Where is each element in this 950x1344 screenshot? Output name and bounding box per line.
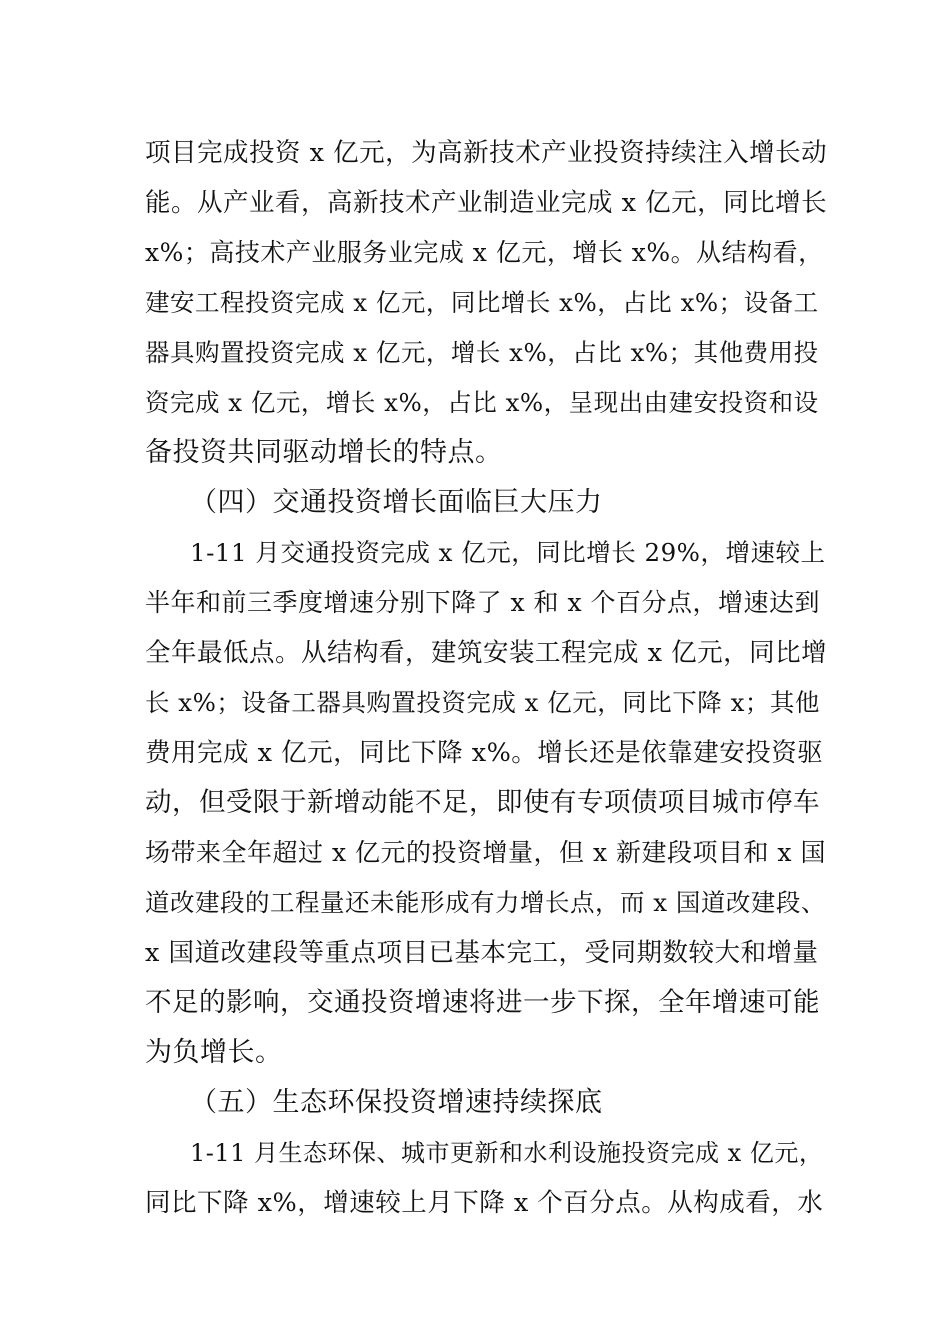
text-line: 1-11 月生态环保、城市更新和水利设施投资完成 x 亿元， xyxy=(190,1139,824,1167)
text-line: 能。从产业看，高新技术产业制造业完成 x 亿元，同比增长 xyxy=(145,188,828,218)
text-line: 同比下降 x%，增速较上月下降 x 个百分点。从构成看，水 xyxy=(145,1188,824,1218)
text-line: 建安工程投资完成 x 亿元，同比增长 x%，占比 x%；设备工 xyxy=(145,288,819,317)
text-line: 费用完成 x 亿元，同比下降 x%。增长还是依靠建安投资驱 xyxy=(145,738,824,768)
text-line: 器具购置投资完成 x 亿元，增长 x%，占比 x%；其他费用投 xyxy=(145,338,819,367)
text-line: x%；高技术产业服务业完成 x 亿元，增长 x%。从结构看， xyxy=(145,238,824,267)
text-line: 不足的影响，交通投资增速将进一步下探，全年增速可能 xyxy=(145,987,820,1018)
text-line: 资完成 x 亿元，增长 x%，占比 x%，呈现出由建安投资和设 xyxy=(145,388,819,417)
text-line: 长 x%；设备工器具购置投资完成 x 亿元，同比下降 x；其他 xyxy=(145,688,820,717)
text-line: 场带来全年超过 x 亿元的投资增量，但 x 新建段项目和 x 国 xyxy=(145,838,826,867)
text-line: 备投资共同驱动增长的特点。 xyxy=(145,437,503,468)
section-heading: （四）交通投资增长面临巨大压力 xyxy=(190,487,603,518)
text-line: x 国道改建段等重点项目已基本完工，受同期数较大和增量 xyxy=(145,938,819,968)
text-line: 项目完成投资 x 亿元，为高新技术产业投资持续注入增长动 xyxy=(145,138,828,168)
text-line: 全年最低点。从结构看，建筑安装工程完成 x 亿元，同比增 xyxy=(145,638,828,668)
text-line: 道改建段的工程量还未能形成有力增长点，而 x 国道改建段、 xyxy=(145,888,826,917)
section-heading: （五）生态环保投资增速持续探底 xyxy=(190,1087,603,1118)
text-line: 为负增长。 xyxy=(145,1037,283,1068)
text-line: 半年和前三季度增速分别下降了 x 和 x 个百分点，增速达到 xyxy=(145,588,820,617)
text-line: 动，但受限于新增动能不足，即使有专项债项目城市停车 xyxy=(145,787,820,818)
text-line: 1-11 月交通投资完成 x 亿元，同比增长 29%，增速较上 xyxy=(190,538,826,567)
